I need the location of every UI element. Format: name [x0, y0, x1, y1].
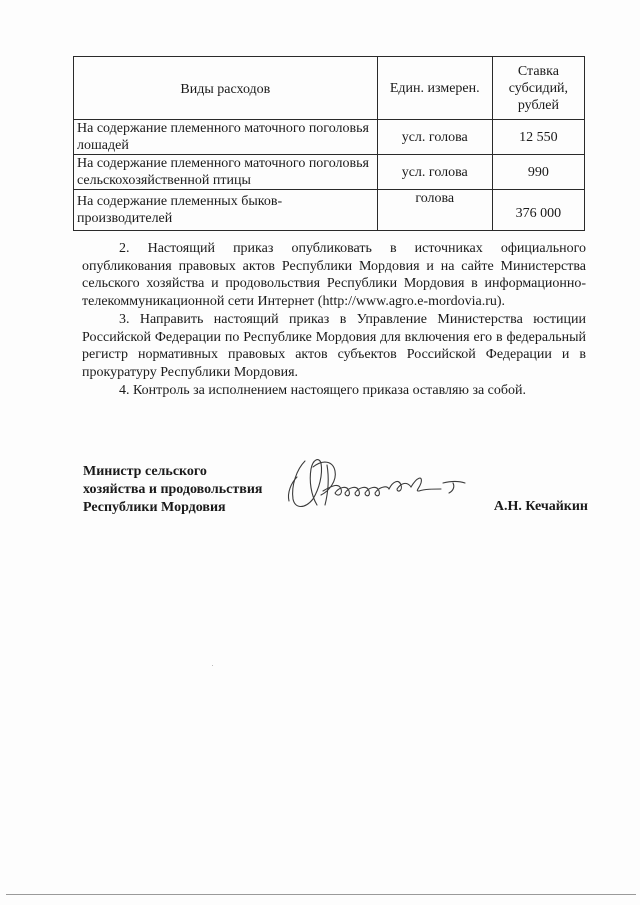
bottom-scan-edge	[6, 894, 636, 895]
table-row	[74, 120, 585, 155]
row-expense-name: На содержание племенного маточного поголовья сельскохозяйственной птицы	[74, 155, 378, 190]
handwritten-signature	[283, 455, 468, 515]
scan-speck	[212, 665, 213, 666]
row-unit: усл. голова	[377, 120, 492, 155]
column-header-unit: Един. измерен.	[377, 57, 492, 120]
table-row	[74, 155, 585, 190]
expense-rates-table	[73, 56, 585, 231]
order-paragraphs	[82, 240, 586, 399]
row-expense-name: На содержание племенного маточного поголовья лошадей	[74, 120, 378, 155]
paragraph-publication: 2. Настоящий приказ опубликовать в источниках официального опубликования правовых актов Республики Мордовия и на сайте Министерства сельского хозяйства и продовольствия Республики Мордовия в информационно-телекоммуникационной сети Интернет (http://www.agro.e-mordovia.ru).	[82, 241, 586, 310]
row-unit: голова	[377, 190, 492, 231]
column-header-expense-type: Виды расходов	[74, 57, 378, 120]
signatory-title	[83, 463, 303, 517]
signatory-title-line: хозяйства и продовольствия	[83, 482, 263, 497]
signature-block	[83, 463, 588, 523]
row-rate: 990	[492, 155, 584, 190]
row-rate: 376 000	[492, 190, 584, 231]
table-header-row	[74, 57, 585, 120]
signatory-name: А.Н. Кечайкин	[493, 499, 588, 514]
table-row	[74, 190, 585, 231]
row-expense-name: На содержание племенных быков-производителей	[74, 190, 378, 231]
row-unit: усл. голова	[377, 155, 492, 190]
signatory-title-line: Министр сельского	[83, 464, 207, 479]
column-header-subsidy-rate: Ставка субсидий, рублей	[492, 57, 584, 120]
paragraph-control: 4. Контроль за исполнением настоящего приказа оставляю за собой.	[119, 382, 527, 398]
paragraph-registration: 3. Направить настоящий приказ в Управление Министерства юстиции Российской Федерации по Республике Мордовия для включения его в федеральный регистр нормативных правовых актов субъектов Российской Федерации и в прокуратуру Республики Мордовия.	[82, 311, 586, 380]
row-rate: 12 550	[492, 120, 584, 155]
signatory-title-line: Республики Мордовия	[83, 500, 226, 515]
